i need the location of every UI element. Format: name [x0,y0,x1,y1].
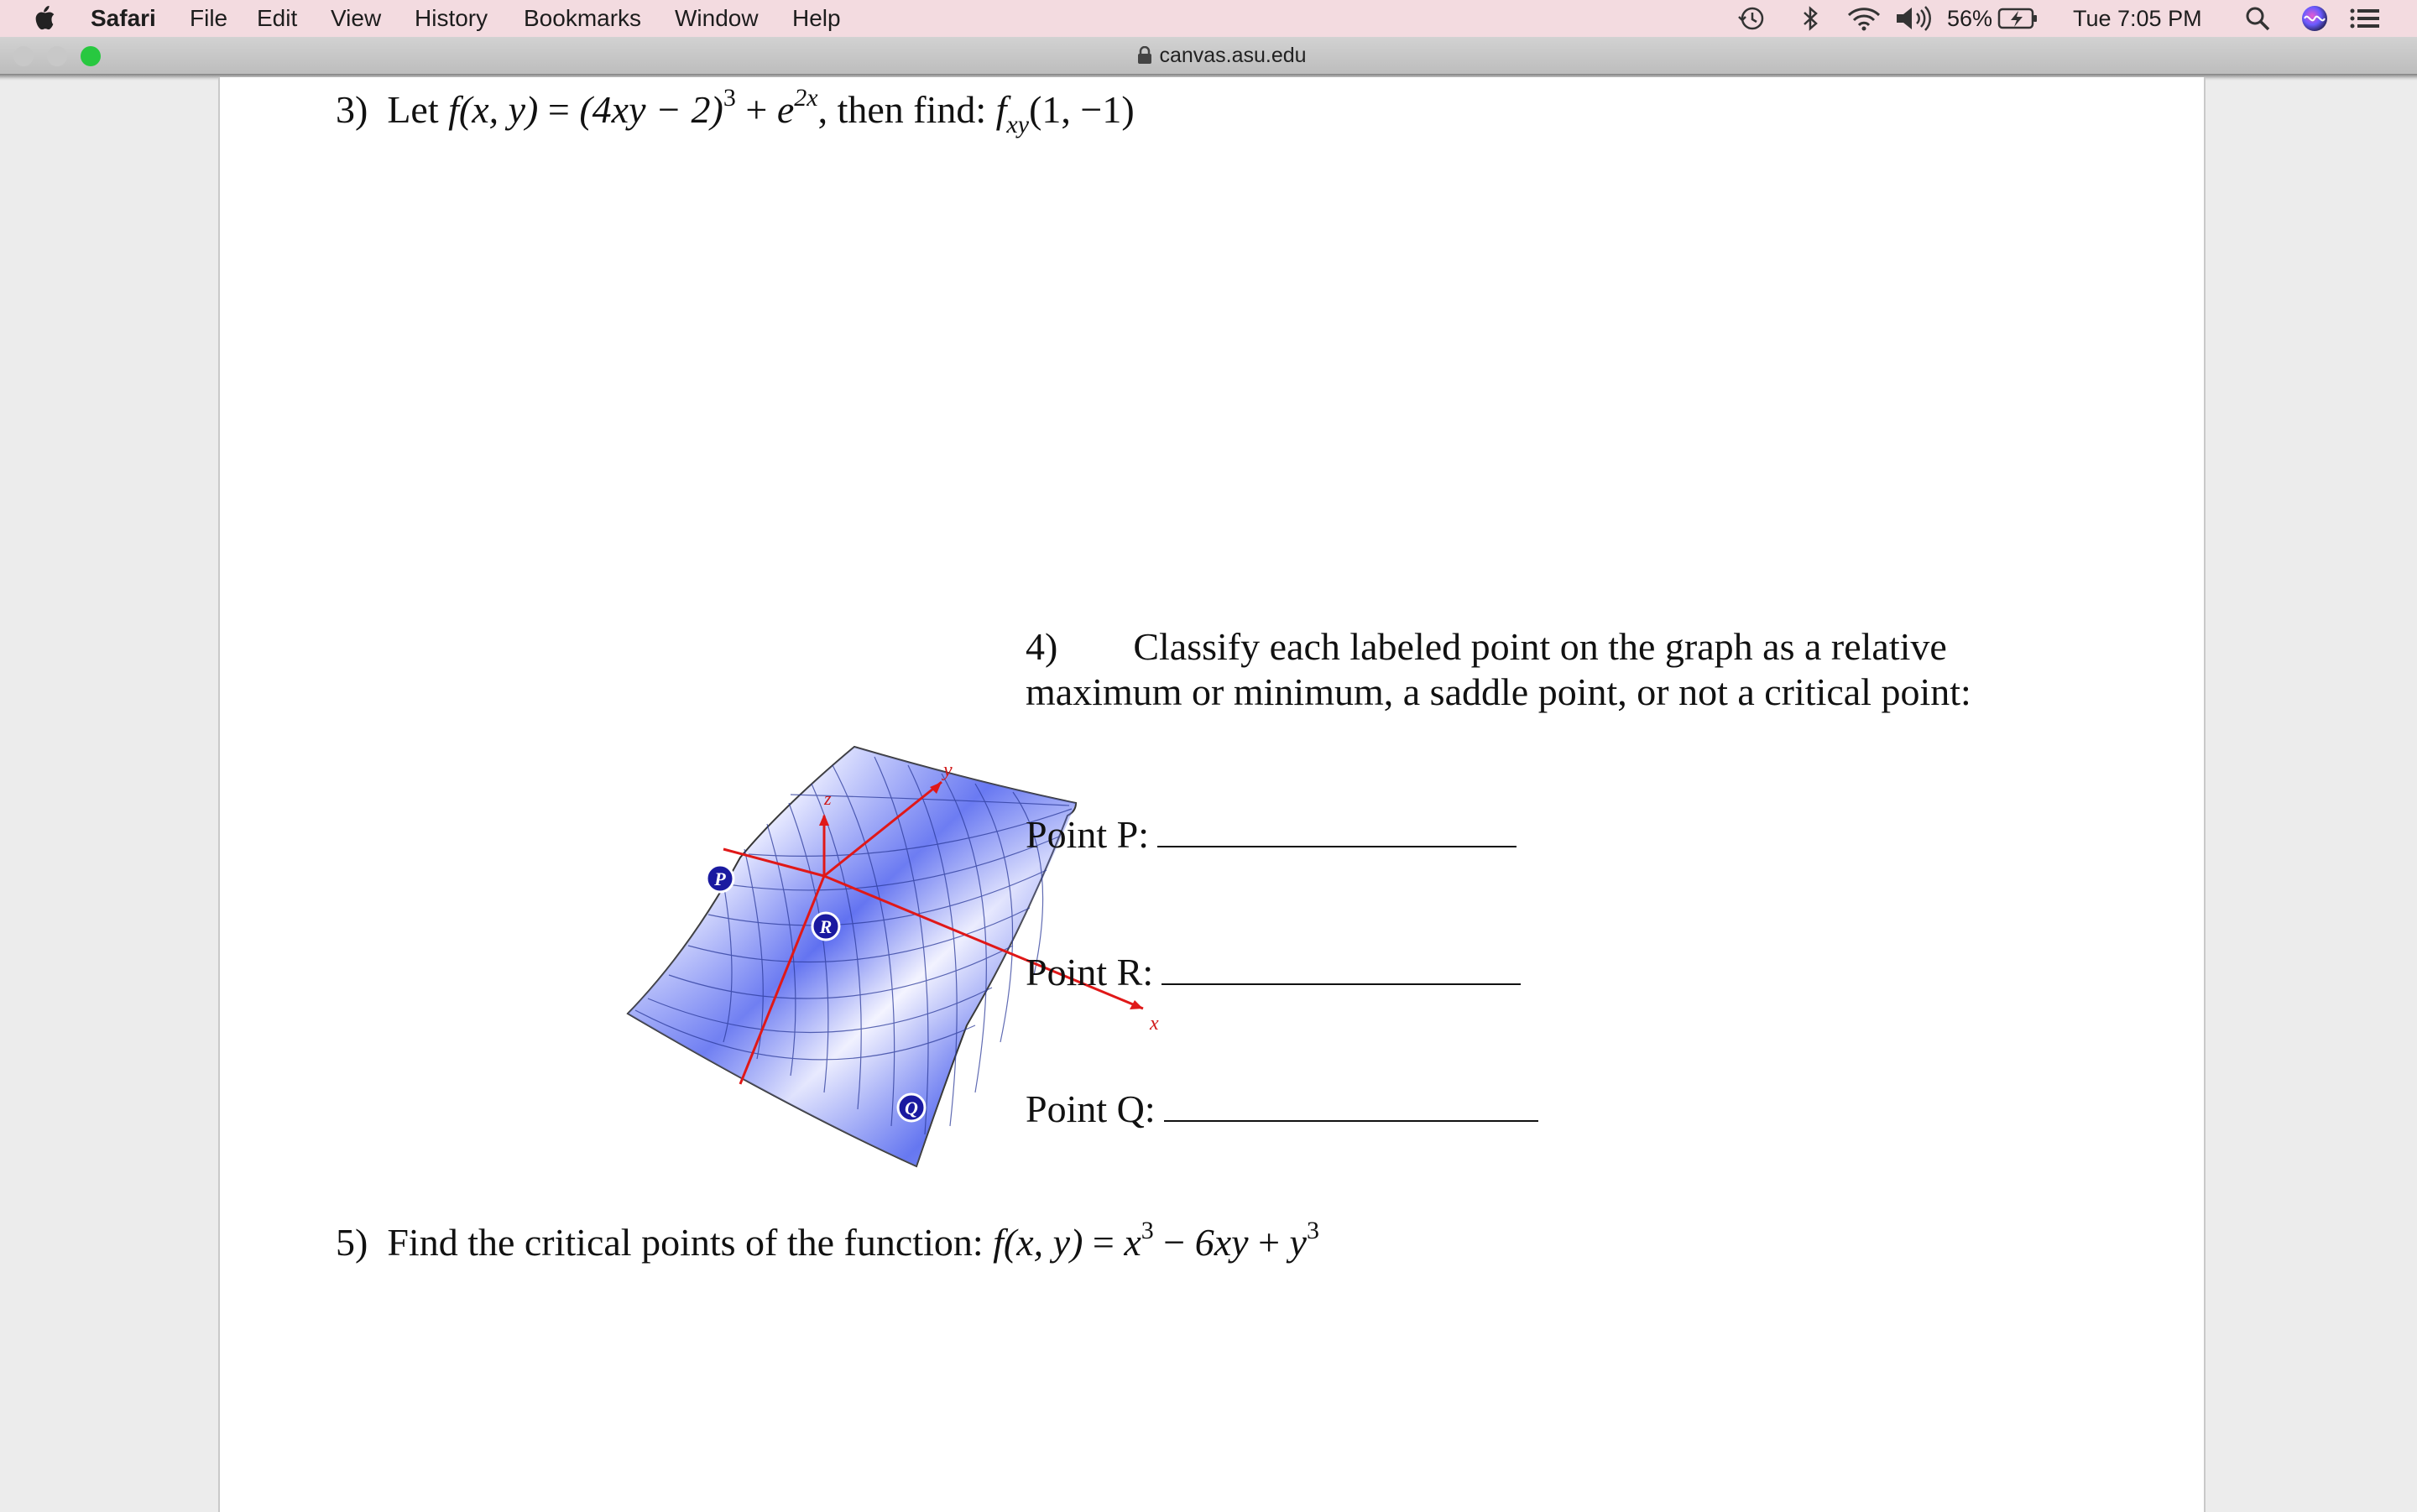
menu-history[interactable]: History [415,5,488,31]
menu-edit[interactable]: Edit [257,5,298,31]
q4-number: 4) [1026,625,1058,668]
q3-number: 3) [336,88,368,131]
siri-icon[interactable] [2300,5,2330,32]
battery-percentage: 56% [1947,5,1993,31]
point-p-row [1026,812,1516,857]
app-name-safari[interactable]: Safari [91,5,156,31]
spotlight-icon[interactable] [2244,5,2271,32]
q5-minus: − [1163,1221,1186,1264]
point-r-label: R [819,916,833,937]
menu-view[interactable]: View [331,5,382,31]
q3-deriv-args: (1, −1) [1029,88,1135,131]
point-r-row [1026,950,1521,994]
q3-lead: Let [387,88,439,131]
q5-function-name: f [993,1221,1004,1264]
question-3 [336,84,1135,138]
q5-term-1: x [1124,1221,1141,1264]
q5-term-2: 6xy [1194,1221,1249,1264]
x-axis-label: x [1150,1013,1159,1035]
question-5 [336,1217,1319,1264]
notification-center-icon[interactable] [2348,5,2382,32]
question-4-line-2 [1026,670,1971,714]
fullscreen-window-button[interactable] [81,46,101,66]
q3-deriv-sub: xy [1006,111,1030,138]
q3-then-find: , then find: [817,88,987,131]
minimize-window-button[interactable] [47,46,67,66]
menu-bar [0,0,2417,37]
question-4-line-1 [1026,624,1947,669]
lock-icon [1137,46,1152,65]
q3-e: e [776,88,795,131]
point-r-marker [812,913,839,940]
menu-help[interactable]: Help [792,5,841,31]
z-axis-label: z [824,788,832,809]
close-window-button[interactable] [13,46,34,66]
battery-icon[interactable] [1997,5,2039,32]
wifi-icon[interactable] [1846,5,1882,32]
q4-text-line-1: Classify each labeled point on the graph as a relative [1133,625,1947,668]
q5-plus: + [1258,1221,1281,1264]
q3-e-exponent: 2x [794,84,818,112]
volume-icon[interactable] [1895,5,1935,32]
q3-plus: + [745,88,768,131]
browser-toolbar [0,37,2417,75]
q3-args: (x, y) [458,88,539,131]
q3-equals: = [547,88,570,131]
q3-expr-exponent: 3 [723,84,736,112]
address-bar[interactable] [1121,42,1323,69]
q5-term-3-exponent: 3 [1306,1217,1319,1244]
point-q-row [1026,1087,1538,1131]
point-p-label: P [714,868,726,889]
time-machine-icon[interactable] [1737,5,1766,32]
document-page [218,77,2206,1512]
bluetooth-icon[interactable] [1801,5,1819,32]
q5-number: 5) [336,1221,368,1264]
q3-deriv-f: f [995,88,1007,131]
menu-file[interactable]: File [190,5,228,31]
point-q-prompt: Point Q: [1026,1087,1156,1130]
q3-function-name: f [448,88,459,131]
q5-equals: = [1092,1221,1115,1264]
point-p-prompt: Point P: [1026,813,1150,856]
q4-text-line-2: maximum or minimum, a saddle point, or not a critical point: [1026,670,1971,713]
point-r-answer-blank[interactable] [1162,982,1521,985]
q5-text: Find the critical points of the function: [387,1221,984,1264]
surface-mesh [628,747,1076,1166]
point-q-answer-blank[interactable] [1164,1118,1538,1122]
apple-icon[interactable] [32,5,57,32]
q5-args: (x, y) [1003,1221,1083,1264]
y-axis-label: y [943,759,953,781]
point-q-marker [898,1094,925,1121]
q3-expr-base: (4xy − 2) [579,88,723,131]
url-text: canvas.asu.edu [1159,43,1307,67]
menu-window[interactable]: Window [675,5,759,31]
point-r-prompt: Point R: [1026,951,1154,993]
q5-term-3: y [1289,1221,1307,1264]
point-p-answer-blank[interactable] [1157,844,1516,847]
point-q-label: Q [905,1098,918,1118]
q5-term-1-exponent: 3 [1141,1217,1154,1244]
point-p-marker [707,865,733,892]
menu-bookmarks[interactable]: Bookmarks [524,5,642,31]
clock[interactable]: Tue 7:05 PM [2073,5,2202,31]
